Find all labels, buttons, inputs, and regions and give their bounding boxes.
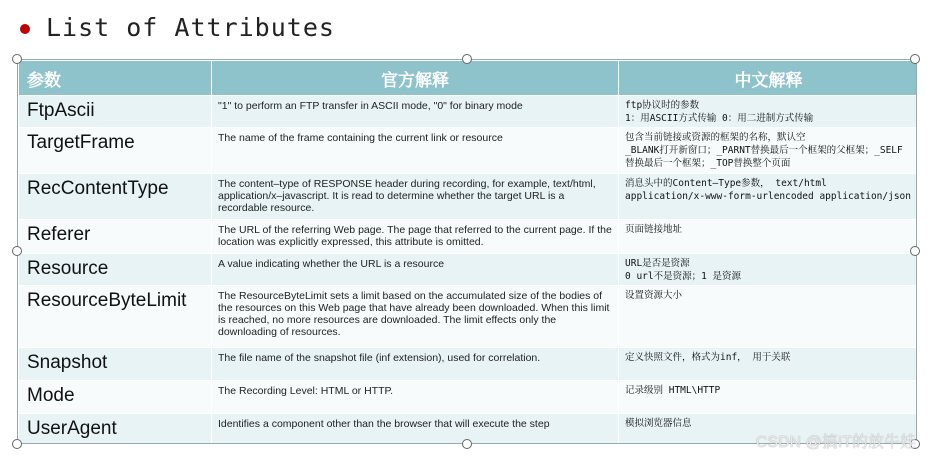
official-description-cell: A value indicating whether the URL is a resource [212,254,619,286]
table-row [19,96,918,128]
attribute-name-cell: ResourceByteLimit [19,286,212,348]
table-row [19,286,918,348]
official-description-cell: The Recording Level: HTML or HTTP. [212,381,619,414]
chinese-description-cell: URL是否是资源 0 url不是资源；1 是资源 [619,254,918,286]
chinese-description-cell: 模拟浏览器信息 [619,414,918,445]
table-row [19,174,918,220]
chinese-description-cell: 设置资源大小 [619,286,918,348]
official-description-cell: The content–type of RESPONSE header during recording, for example, text/html, application/x–javascript. It is read to determine whether the target URL is a recordable resource. [212,174,619,220]
resize-handle-top-right[interactable] [910,54,920,64]
resize-handle-top-center[interactable] [462,54,472,64]
slide-heading [20,10,335,44]
table-row [19,254,918,286]
chinese-description-cell: 定义快照文件，格式为inf， 用于关联 [619,348,918,381]
resize-handle-top-left[interactable] [12,54,22,64]
table-row [19,348,918,381]
official-description-cell: The ResourceByteLimit sets a limit based on the accumulated size of the bodies of the resources on this Web page that have already been downloaded. When this limit is reached, no more resources are downloaded. The limit effects only the downloading of resources. [212,286,619,348]
attribute-name-cell: Resource [19,254,212,286]
attribute-name-cell: TargetFrame [19,128,212,174]
attribute-name-cell: Mode [19,381,212,414]
chinese-description-cell: 消息头中的Content–Type参数， text/html application/x-www-form-urlencoded application/json [619,174,918,220]
chinese-description-cell: 包含当前链接或资源的框架的名称，默认空 _BLANK打开新窗口；_PARNT替换最后一个框架的父框架；_SELF替换最后一个框架；_TOP替换整个页面 [619,128,918,174]
attribute-name-cell: FtpAscii [19,96,212,128]
table-row [19,128,918,174]
chinese-description-cell: 记录级别 HTML\HTTP [619,381,918,414]
attribute-name-cell: UserAgent [19,414,212,445]
official-description-cell: The URL of the referring Web page. The page that referred to the current page. If the location was explicitly expressed, this attribute is omitted. [212,220,619,254]
resize-handle-middle-right[interactable] [910,246,920,256]
resize-handle-middle-left[interactable] [12,246,22,256]
official-description-cell: The name of the frame containing the current link or resource [212,128,619,174]
attributes-table-container[interactable] [17,59,917,444]
attributes-table [18,60,917,444]
official-description-cell: "1" to perform an FTP transfer in ASCII mode, "0" for binary mode [212,96,619,128]
chinese-description-cell: 页面链接地址 [619,220,918,254]
attribute-name-cell: RecContentType [19,174,212,220]
official-description-cell: The file name of the snapshot file (inf extension), used for correlation. [212,348,619,381]
table-header-row [19,61,918,96]
header-official: 官方解释 [212,61,619,96]
official-description-cell: Identifies a component other than the browser that will execute the step [212,414,619,445]
table-row [19,381,918,414]
watermark: CSDN @搞IT的放牛娃 [755,434,916,451]
bullet-icon [20,24,30,34]
attribute-name-cell: Snapshot [19,348,212,381]
attribute-name-cell: Referer [19,220,212,254]
header-param: 参数 [19,61,212,96]
resize-handle-bottom-left[interactable] [12,439,22,449]
header-chinese: 中文解释 [619,61,918,96]
table-row [19,220,918,254]
chinese-description-cell: ftp协议时的参数 1：用ASCII方式传输 0：用二进制方式传输 [619,96,918,128]
slide-title: List of Attributes [46,12,335,42]
resize-handle-bottom-center[interactable] [462,439,472,449]
